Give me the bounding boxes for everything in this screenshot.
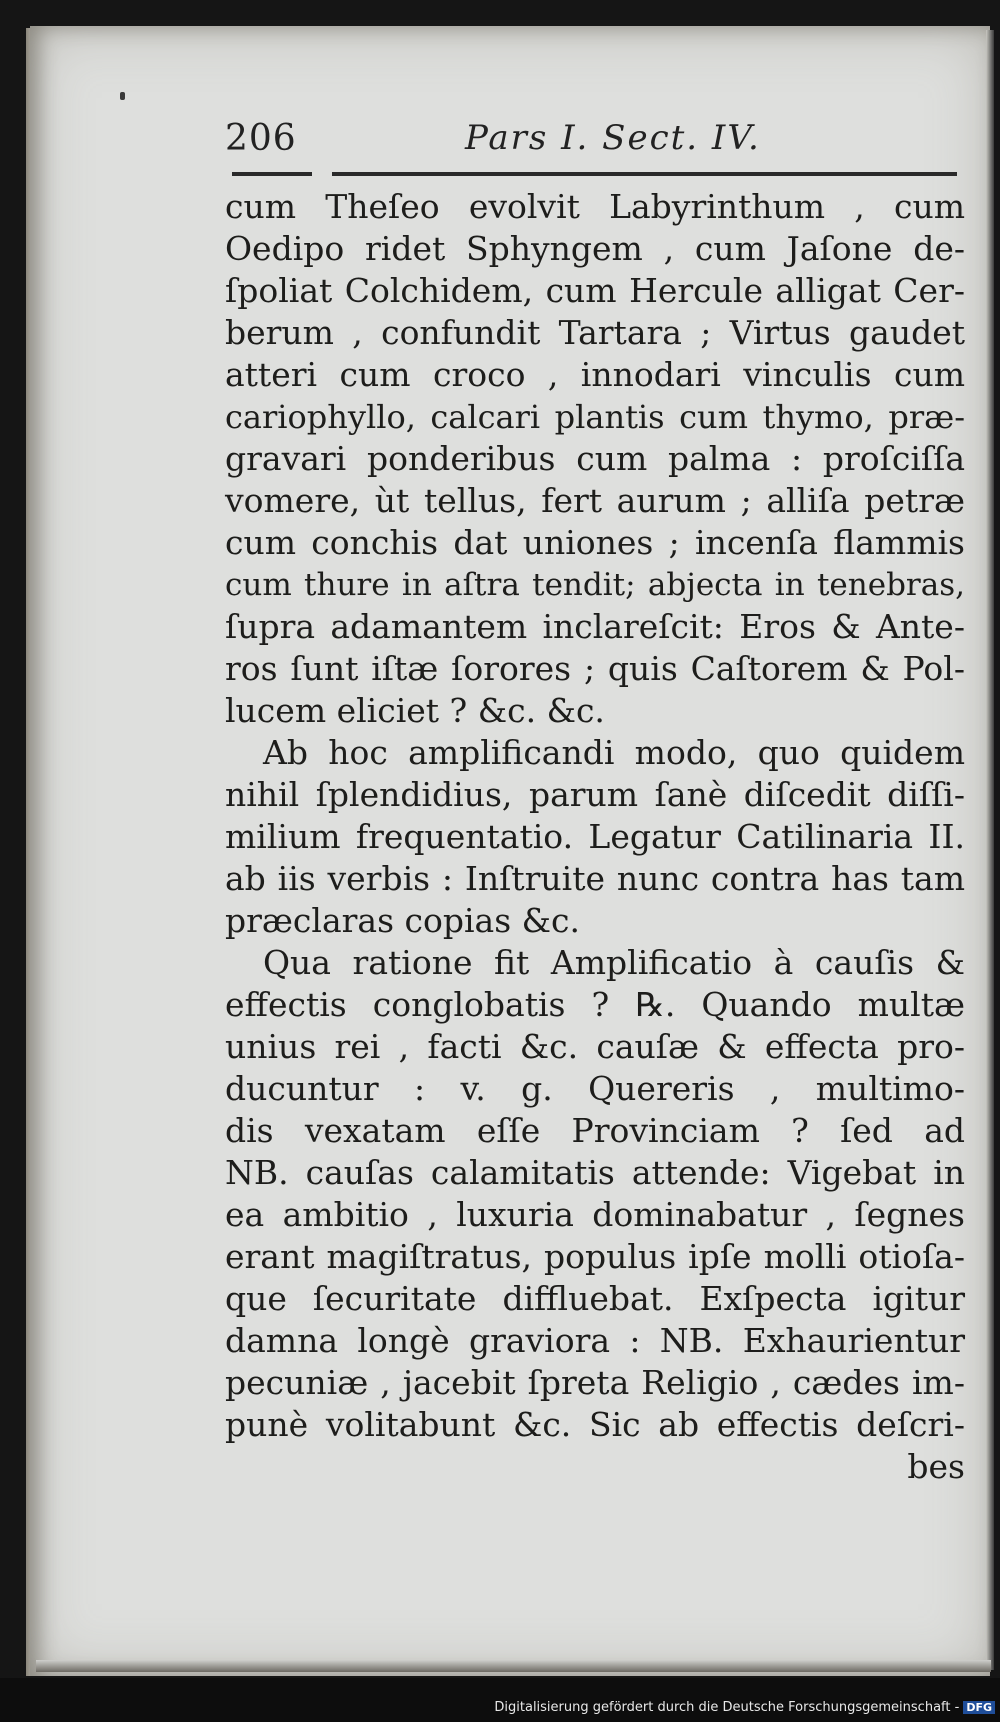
footer-text: Digitalisierung gefördert durch die Deutsche Forschungsgemeinschaft - bbox=[494, 1700, 960, 1715]
text-line: ſupra adamantem inclareſcit: Eros & Ante- bbox=[225, 607, 965, 646]
text-line: cum Theſeo evolvit Labyrinthum , cum bbox=[225, 187, 965, 226]
text-line: præclaras copias &c. bbox=[225, 901, 580, 940]
dfg-logo: DFG bbox=[963, 1701, 995, 1714]
margin-ink-mark bbox=[120, 92, 125, 100]
text-line: cariophyllo, calcari plantis cum thymo, præ- bbox=[225, 398, 965, 436]
text-line: que ſecuritate diffluebat. Exſpecta igitur bbox=[225, 1279, 965, 1318]
text-line: damna longè graviora : NB. Exhaurientur bbox=[225, 1321, 965, 1360]
running-head bbox=[225, 118, 960, 170]
text-line: NB. cauſas calamitatis attende: Vigebat in bbox=[225, 1153, 965, 1192]
text-line: berum , confundit Tartara ; Virtus gaudet bbox=[225, 313, 965, 352]
text-line: pecuniæ , jacebit ſpreta Religio , cædes im- bbox=[225, 1363, 965, 1402]
text-line: ſpoliat Colchidem, cum Hercule alligat Cer- bbox=[225, 271, 965, 310]
text-line: cum thure in aſtra tendit; abjecta in tenebras, bbox=[225, 567, 965, 603]
text-line: cum conchis dat uniones ; incenſa flammis bbox=[225, 523, 965, 562]
digitization-footer bbox=[470, 1700, 995, 1720]
text-line: vomere, ùt tellus, fert aurum ; alliſa petræ bbox=[225, 481, 965, 520]
text-line: bes bbox=[907, 1447, 965, 1486]
section-title: Pars I. Sect. IV. bbox=[465, 118, 761, 158]
body-text bbox=[225, 186, 965, 1488]
text-line: atteri cum croco , innodari vinculis cum bbox=[225, 355, 965, 394]
text-line: gravari ponderibus cum palma : proſciſſa bbox=[225, 439, 965, 478]
text-line: dis vexatam eſſe Provinciam ? ſed ad bbox=[225, 1111, 965, 1150]
text-line: ducuntur : v. g. Quereris , multimo- bbox=[225, 1069, 965, 1108]
text-line: lucem eliciet ? &c. &c. bbox=[225, 691, 605, 730]
text-line: ab iis verbis : Inſtruite nunc contra has tam bbox=[225, 859, 965, 898]
text-line: Oedipo ridet Sphyngem , cum Jaſone de- bbox=[225, 229, 965, 268]
page-number: 206 bbox=[225, 118, 297, 159]
text-line: Qua ratione fit Amplificatio à cauſis & bbox=[263, 943, 965, 982]
page-edge-right bbox=[986, 30, 994, 1670]
header-rule-gap bbox=[312, 172, 332, 176]
text-line: erant magiſtratus, populus ipſe molli otioſa- bbox=[225, 1237, 965, 1276]
text-line: ros ſunt iſtæ ſorores ; quis Caſtorem & Pol- bbox=[225, 649, 965, 688]
page-edge-bottom bbox=[36, 1660, 991, 1672]
text-line: unius rei , facti &c. cauſæ & effecta pro- bbox=[225, 1027, 965, 1066]
text-line: effectis conglobatis ? ℞. Quando multæ bbox=[225, 985, 965, 1024]
text-line: milium frequentatio. Legatur Catilinaria II. bbox=[225, 817, 965, 856]
text-line: punè volitabunt &c. Sic ab effectis deſcri- bbox=[225, 1405, 965, 1444]
header-rule bbox=[232, 172, 957, 176]
text-line: ea ambitio , luxuria dominabatur , ſegnes bbox=[225, 1195, 965, 1234]
text-line: nihil ſplendidius, parum ſanè diſcedit diſſi- bbox=[225, 775, 965, 814]
text-line: Ab hoc amplificandi modo, quo quidem bbox=[263, 733, 965, 772]
